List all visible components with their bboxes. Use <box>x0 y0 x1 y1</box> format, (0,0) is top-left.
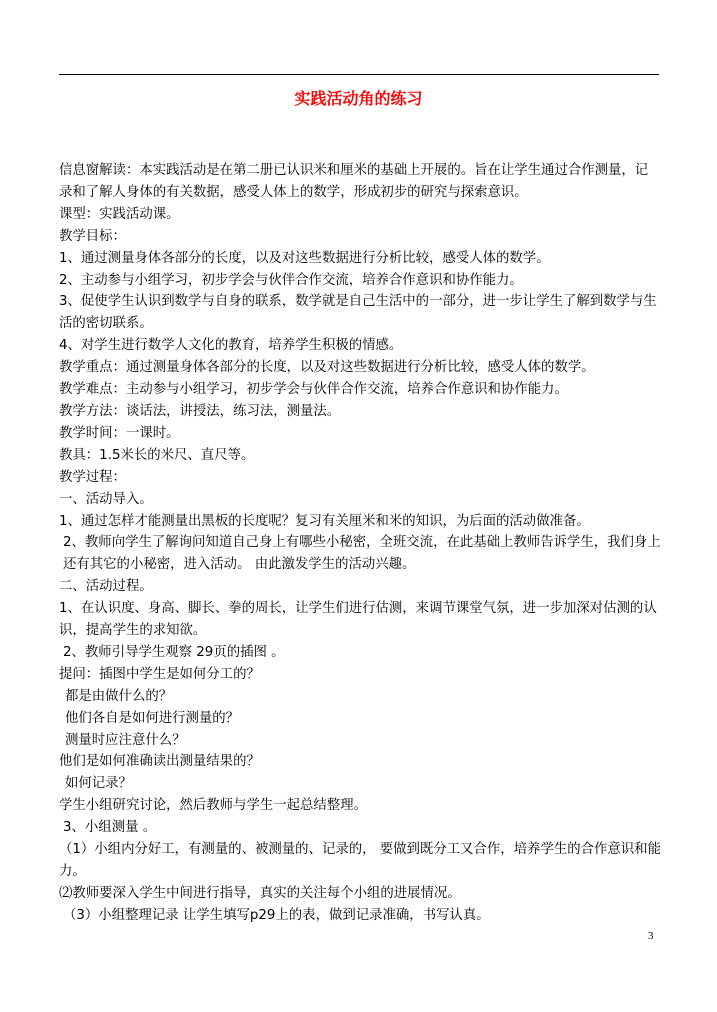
question-6: 如何记录？ <box>65 776 132 792</box>
objective-4: 4、对学生进行数学人文化的教育，培养学生积极的情感。 <box>59 338 403 354</box>
paragraph-key-points: 教学重点：通过测量身体各部分的长度，以及对这些数据进行分析比较，感受人体的数学。 <box>59 360 595 376</box>
document-body <box>59 160 661 927</box>
question-4: 测量时应注意什么？ <box>65 732 186 748</box>
page-number: 3 <box>648 930 654 942</box>
substep-2: ⑵教师要深入学生中间进行指导，真实的关注每个小组的进展情况。 <box>59 885 461 901</box>
step-2-2: 2、教师引导学生观察 29页的插图 。 <box>63 644 285 660</box>
paragraph-difficulties: 教学难点：主动参与小组学习，初步学会与伙伴合作交流，培养合作意识和协作能力。 <box>59 382 568 398</box>
objective-2: 2、主动参与小组学习，初步学会与伙伴合作交流，培养合作意识和协作能力。 <box>59 272 523 288</box>
paragraph-tools: 教具：1.5米长的米尺、直尺等。 <box>59 447 255 463</box>
step-2-3: 3、小组测量 。 <box>63 820 157 836</box>
step-1-1: 1、通过怎样才能测量出黑板的长度呢？复习有关厘米和米的知识，为后面的活动做准备。 <box>59 513 590 529</box>
header-rule <box>59 74 659 75</box>
document-title: 实践活动角的练习 <box>294 89 423 108</box>
heading-objectives: 教学目标： <box>59 228 126 244</box>
paragraph-methods: 教学方法：谈话法，讲授法，练习法，测量法。 <box>59 403 341 419</box>
substep-3: （3）小组整理记录 让学生填写p29上的表，做到记录准确，书写认真。 <box>63 907 490 923</box>
paragraph-intro: 信息窗解读：本实践活动是在第二册已认识米和厘米的基础上开展的。旨在让学生通过合作测量，记录和了解人身体的有关数据，感受人体上的数学，形成初步的研究与探索意识。 <box>59 163 649 200</box>
question-3: 他们各自是如何进行测量的？ <box>65 710 240 726</box>
paragraph-discussion: 学生小组研究讨论，然后教师与学生一起总结整理。 <box>59 798 367 814</box>
paragraph-time: 教学时间：一课时。 <box>59 425 180 441</box>
objective-1: 1、通过测量身体各部分的长度，以及对这些数据进行分析比较，感受人体的数学。 <box>59 250 550 266</box>
question-2: 都是由做什么的？ <box>65 688 173 704</box>
step-2-1: 1、在认识度、身高、脚长、拳的周长，让学生们进行估测，来调节课堂气氛，进一步加深对估测的认识，提高学生的求知欲。 <box>59 601 657 639</box>
heading-process: 教学过程： <box>59 469 126 485</box>
substep-1: （1）小组内分好工，有测量的、被测量的、记录的， 要做到既分工又合作，培养学生的合作意识和能力。 <box>59 842 661 879</box>
heading-section-1: 一、活动导入。 <box>59 491 153 507</box>
heading-section-2: 二、活动过程。 <box>59 579 153 595</box>
paragraph-lesson-type: 课型：实践活动课。 <box>59 206 180 222</box>
step-1-2: 2、教师向学生了解询问知道自己身上有哪些小秘密，全班交流，在此基础上教师告诉学生，我们身上还有其它的小秘密，进入活动。 由此激发学生的活动兴趣。 <box>63 535 661 573</box>
question-intro: 提问：插图中学生是如何分工的？ <box>59 666 260 682</box>
question-5: 他们是如何准确读出测量结果的？ <box>59 754 260 770</box>
objective-3: 3、促使学生认识到数学与自身的联系，数学就是自己生活中的一部分，进一步让学生了解到数学与生活的密切联系。 <box>59 294 657 332</box>
